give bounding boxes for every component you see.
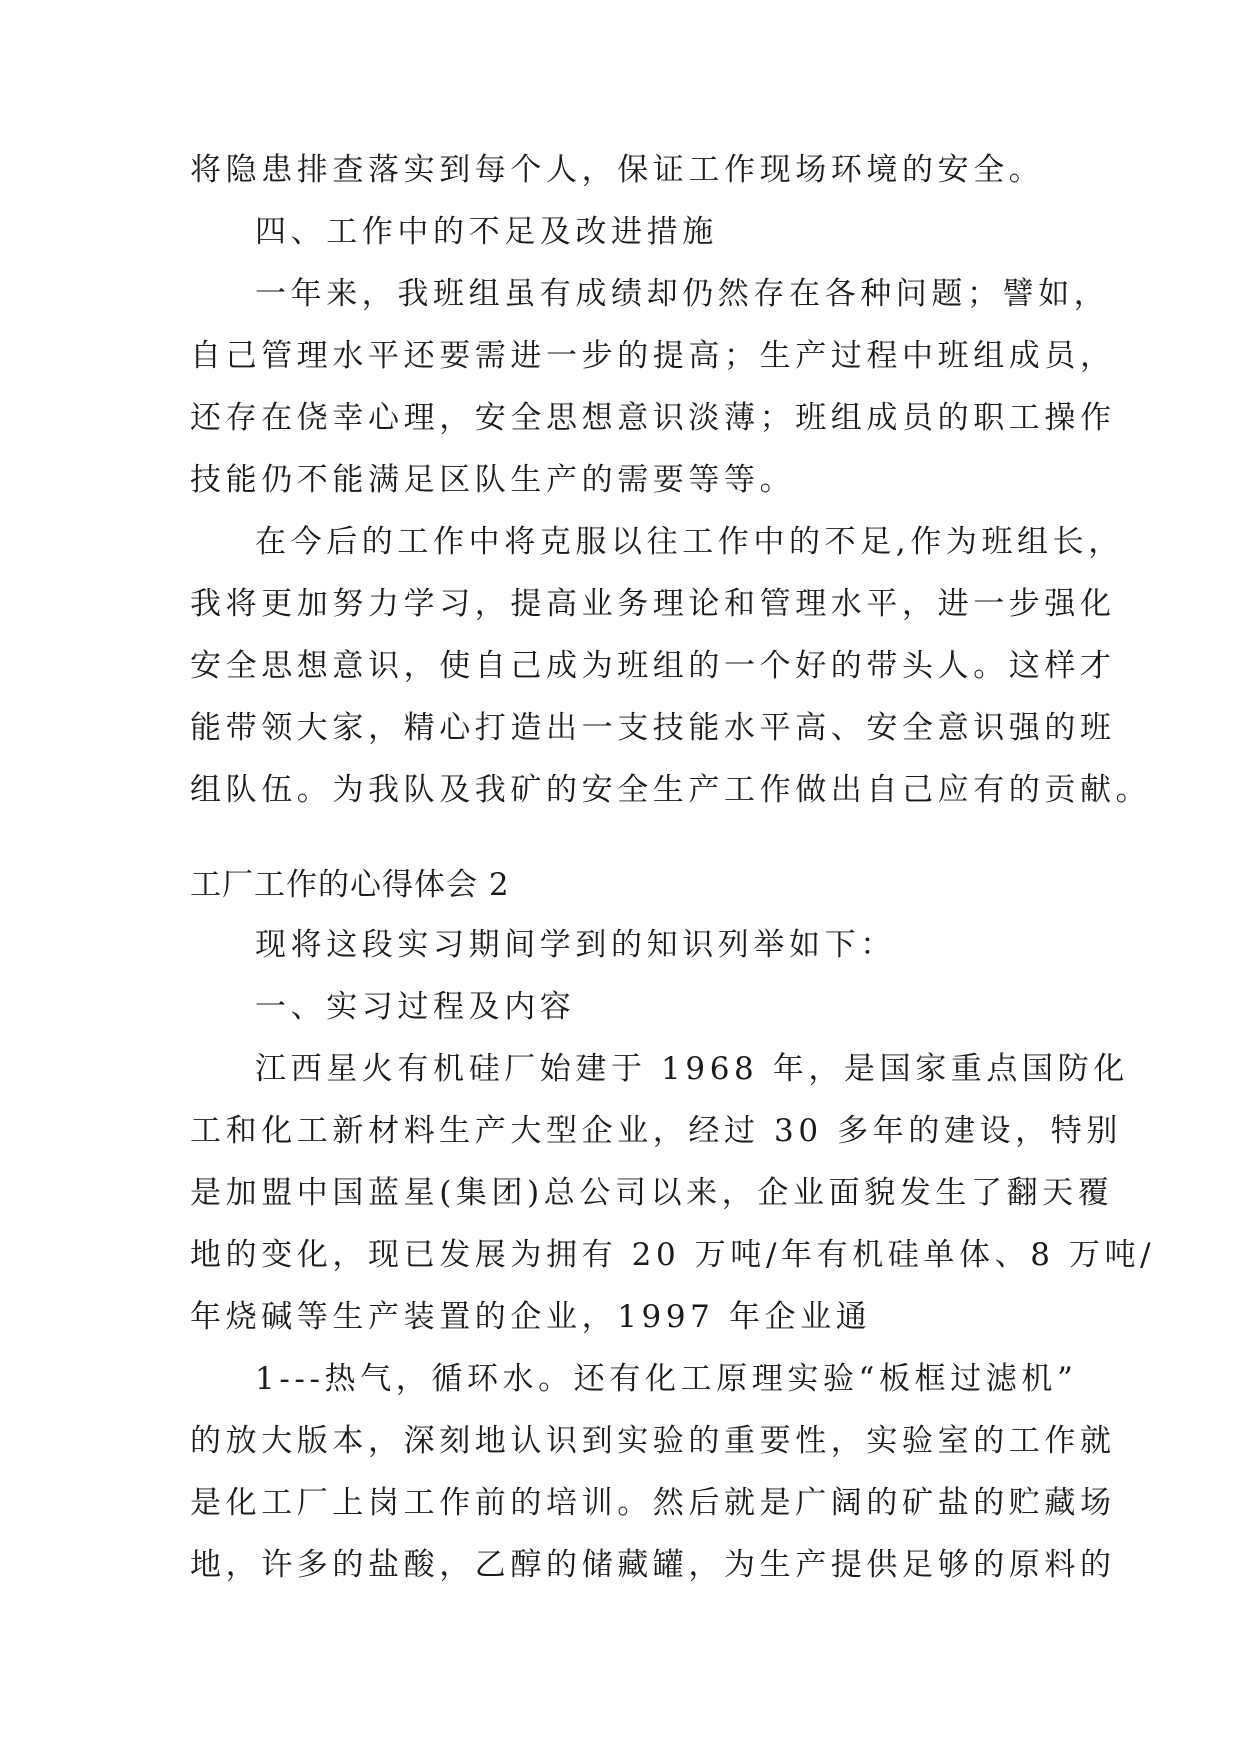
text-line: 一年来，我班组虽有成绩却仍然存在各种问题；譬如， bbox=[255, 276, 1110, 312]
document-heading: 工厂工作的心得体会 2 bbox=[190, 867, 510, 903]
text-line: 是加盟中国蓝星(集团)总公司以来，企业面貌发生了翻天覆 bbox=[190, 1175, 1114, 1211]
text-line: 工和化工新材料生产大型企业，经过 30 多年的建设，特别 bbox=[190, 1113, 1122, 1149]
text-line: 1---热气，循环水。还有化工原理实验“板框过滤机” bbox=[255, 1361, 1078, 1397]
text-line: 将隐患排查落实到每个人，保证工作现场环境的安全。 bbox=[190, 152, 1045, 188]
text-line: 地，许多的盐酸，乙醇的储藏罐，为生产提供足够的原料的 bbox=[190, 1547, 1116, 1583]
text-line: 江西星火有机硅厂始建于 1968 年，是国家重点国防化 bbox=[255, 1051, 1129, 1087]
text-line: 技能仍不能满足区队生产的需要等等。 bbox=[190, 462, 796, 498]
text-line: 安全思想意识，使自己成为班组的一个好的带头人。这样才 bbox=[190, 648, 1116, 684]
text-line: 能带领大家，精心打造出一支技能水平高、安全意识强的班 bbox=[190, 710, 1116, 746]
section-heading: 一、实习过程及内容 bbox=[255, 989, 576, 1025]
text-line: 地的变化，现已发展为拥有 20 万吨/年有机硅单体、8 万吨/ bbox=[190, 1237, 1156, 1273]
text-line: 年烧碱等生产装置的企业，1997 年企业通 bbox=[190, 1299, 872, 1335]
text-line: 自己管理水平还要需进一步的提高；生产过程中班组成员， bbox=[190, 338, 1116, 374]
text-line: 是化工厂上岗工作前的培训。然后就是广阔的矿盐的贮藏场 bbox=[190, 1485, 1116, 1521]
section-heading: 四、工作中的不足及改进措施 bbox=[255, 214, 718, 250]
text-line: 现将这段实习期间学到的知识列举如下： bbox=[255, 927, 896, 963]
text-line: 还存在侥幸心理，安全思想意识淡薄；班组成员的职工操作 bbox=[190, 400, 1116, 436]
text-line: 组队伍。为我队及我矿的安全生产工作做出自己应有的贡献。 bbox=[190, 772, 1152, 808]
text-line: 的放大版本，深刻地认识到实验的重要性，实验室的工作就 bbox=[190, 1423, 1116, 1459]
text-line: 我将更加努力学习，提高业务理论和管理水平，进一步强化 bbox=[190, 586, 1116, 622]
text-line: 在今后的工作中将克服以往工作中的不足,作为班组长， bbox=[255, 524, 1124, 560]
